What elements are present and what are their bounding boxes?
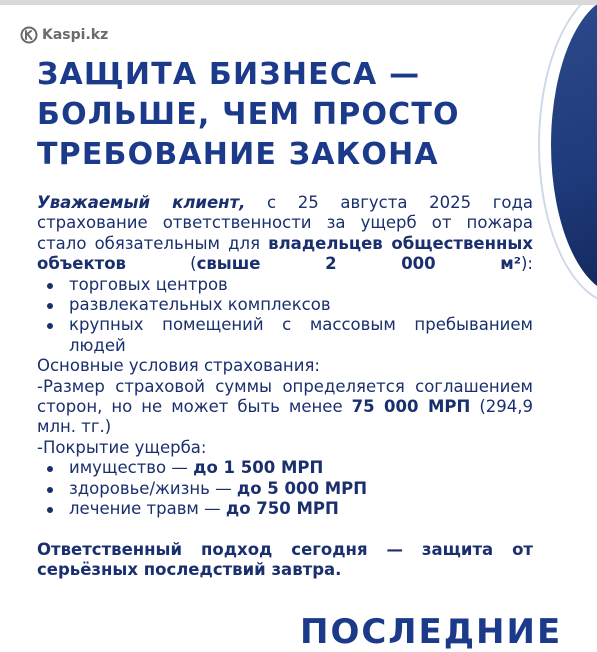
watermark-text: Kaspi.kz: [42, 27, 109, 43]
min-sum: 75 000 МРП: [351, 397, 471, 417]
paren-open: (: [126, 254, 197, 274]
coverage-item: [69, 499, 533, 519]
coverage-label: имущество —: [69, 458, 194, 478]
document-body: [37, 193, 533, 580]
paren-close: ):: [521, 254, 533, 274]
list-item: торговых центров: [69, 275, 533, 295]
kaspi-watermark: [20, 26, 108, 44]
intro-paragraph: [37, 193, 533, 275]
coverage-limit: до 5 000 МРП: [236, 478, 368, 498]
page-title: ЗАЩИТА БИЗНЕСА — БОЛЬШЕ, ЧЕМ ПРОСТО ТРЕБОВАНИЕ ЗАКОНА: [37, 57, 460, 172]
object-types-list: [37, 275, 533, 357]
coverage-limit: до 750 МРП: [225, 499, 339, 519]
list-item: развлекательных комплексов: [69, 295, 533, 315]
coverage-list: [37, 458, 533, 519]
area-threshold: свыше 2 000 м²: [196, 254, 521, 274]
coverage-limit: до 1 500 МРП: [193, 458, 324, 478]
greeting: Уважаемый клиент,: [37, 193, 246, 212]
coverage-item: [69, 479, 533, 499]
sum-paragraph: [37, 377, 533, 438]
sum-text: -Размер страховой суммы определяется соглашением сторон, но не может быть менее: [37, 376, 533, 417]
coverage-heading: -Покрытие ущерба:: [37, 437, 207, 457]
coverage-label: лечение травм —: [69, 499, 226, 519]
coverage-item: [69, 458, 533, 478]
min-sum-note: (294,9 млн. тг.): [37, 397, 533, 437]
conditions-heading: Основные условия страхования:: [37, 356, 320, 376]
kaspi-logo-icon: [20, 26, 38, 44]
intro-text: с 25 августа 2025 года страхование ответственности за ущерб от пожара стало обязательным для: [37, 193, 533, 253]
coverage-label: здоровье/жизнь —: [69, 478, 237, 498]
owners-bold: владельцев общественных объектов: [37, 233, 533, 274]
next-section-heading: ПОСЛЕДНИЕ: [300, 612, 563, 652]
closing-statement: Ответственный подход сегодня — защита от серьёзных последствий завтра.: [37, 539, 533, 579]
list-item: крупных помещений с массовым пребыванием людей: [69, 315, 533, 355]
